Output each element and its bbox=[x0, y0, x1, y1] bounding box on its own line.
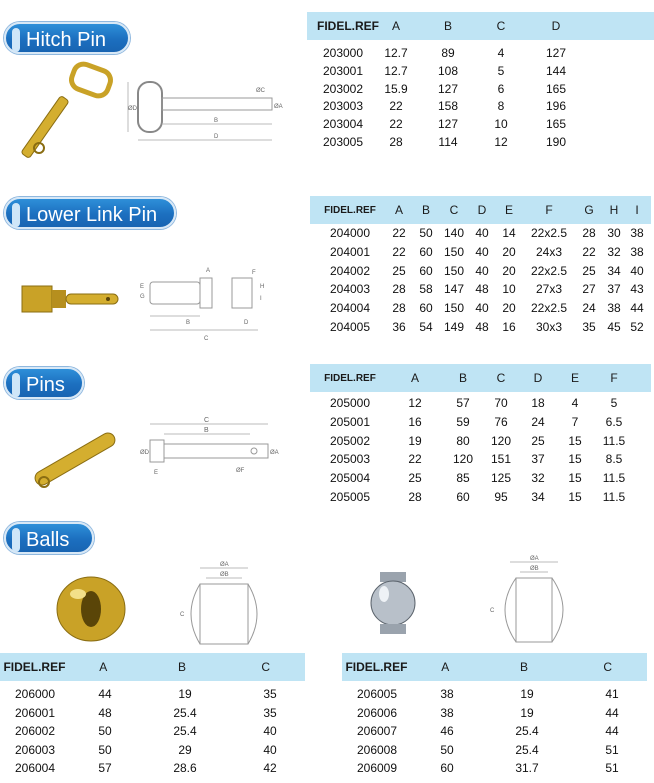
table-cell: 16 bbox=[408, 414, 422, 429]
lower-label-e: E bbox=[140, 284, 145, 290]
table-cell: 28 bbox=[408, 490, 422, 504]
table-cell: 205004 bbox=[329, 471, 371, 486]
table-cell: 10 bbox=[502, 282, 516, 297]
table-cell: 11.5 bbox=[602, 490, 626, 504]
table-cell: 20 bbox=[502, 263, 516, 278]
column-header: F bbox=[545, 203, 553, 217]
column-header: A bbox=[410, 371, 419, 385]
column-header: FIDEL.REF bbox=[324, 204, 376, 216]
table-cell: 150 bbox=[443, 263, 465, 278]
table-cell: 127 bbox=[437, 81, 459, 96]
table-row bbox=[0, 687, 310, 701]
table-cell: 144 bbox=[545, 63, 567, 78]
table-cell: 25.4 bbox=[515, 724, 539, 739]
table-cell: 95 bbox=[494, 490, 508, 504]
table-cell: 120 bbox=[452, 452, 474, 467]
column-header: D bbox=[477, 203, 487, 217]
table-cell: 35 bbox=[263, 705, 277, 720]
table-cell: 22 bbox=[392, 226, 406, 240]
table-cell: 205003 bbox=[329, 452, 371, 467]
table-row bbox=[0, 761, 310, 775]
column-header: E bbox=[570, 371, 579, 385]
table-cell: 48 bbox=[98, 705, 112, 720]
column-header: C bbox=[449, 203, 459, 217]
section-title-lower-link-pin: Lower Link Pin bbox=[4, 197, 176, 229]
table-cell: 32 bbox=[607, 244, 621, 259]
table-cell: 11.5 bbox=[602, 471, 626, 486]
table-cell: 30x3 bbox=[535, 320, 563, 334]
table-row bbox=[342, 687, 652, 701]
table-cell: 50 bbox=[98, 742, 112, 757]
table-cell: 149 bbox=[443, 320, 465, 334]
lower-label-a: A bbox=[206, 268, 211, 274]
table-cell: 35 bbox=[582, 320, 596, 334]
table-cell: 15 bbox=[568, 490, 582, 504]
table-cell: 57 bbox=[98, 761, 112, 776]
table-cell: 28 bbox=[392, 282, 406, 297]
table-cell: 44 bbox=[98, 687, 112, 701]
pins-label-e: E bbox=[154, 470, 159, 476]
table-cell: 203001 bbox=[322, 63, 364, 78]
column-header: B bbox=[458, 371, 467, 385]
table-cell: 19 bbox=[520, 705, 534, 720]
table-cell: 22 bbox=[392, 244, 406, 259]
table-cell: 4 bbox=[497, 46, 505, 60]
table-cell: 60 bbox=[440, 761, 454, 776]
table-cell: 6.5 bbox=[605, 414, 623, 429]
table-row bbox=[314, 471, 634, 485]
table-row bbox=[314, 490, 634, 504]
table-row bbox=[342, 706, 652, 720]
table-cell: 28 bbox=[582, 226, 596, 240]
table-cell: 15 bbox=[568, 433, 582, 448]
table-cell: 76 bbox=[494, 414, 508, 429]
table-cell: 38 bbox=[607, 301, 621, 316]
table-row bbox=[317, 64, 583, 78]
table-cell: 8.5 bbox=[605, 452, 623, 467]
table-cell: 44 bbox=[605, 724, 619, 739]
table-cell: 147 bbox=[443, 282, 465, 297]
table-cell: 203004 bbox=[322, 117, 364, 132]
table-cell: 12.7 bbox=[384, 46, 408, 60]
table-cell: 15 bbox=[568, 452, 582, 467]
table-cell: 40 bbox=[475, 226, 489, 240]
table-cell: 60 bbox=[419, 263, 433, 278]
table-cell: 22x2.5 bbox=[530, 263, 568, 278]
lower-label-b: B bbox=[186, 320, 191, 326]
table-cell: 40 bbox=[263, 724, 277, 739]
table-row bbox=[317, 135, 583, 149]
balls-left-table-header bbox=[0, 653, 305, 681]
table-cell: 37 bbox=[607, 282, 621, 297]
lower-label-g: G bbox=[140, 294, 145, 300]
brass-ball-photo bbox=[54, 574, 128, 644]
table-row bbox=[314, 282, 648, 296]
hitch-label-od: ØD bbox=[128, 106, 137, 112]
table-cell: 196 bbox=[545, 99, 567, 114]
table-cell: 52 bbox=[630, 320, 644, 334]
table-cell: 27x3 bbox=[535, 282, 563, 297]
column-header: C bbox=[496, 371, 506, 385]
table-cell: 206004 bbox=[14, 761, 56, 776]
table-cell: 8 bbox=[497, 99, 505, 114]
table-cell: 24 bbox=[531, 414, 545, 429]
pins-label-oa: ØA bbox=[270, 450, 279, 456]
table-cell: 40 bbox=[263, 742, 277, 757]
column-header: E bbox=[504, 203, 513, 217]
table-cell: 59 bbox=[456, 414, 470, 429]
table-cell: 38 bbox=[630, 226, 644, 240]
column-header: B bbox=[443, 19, 452, 33]
table-row bbox=[342, 761, 652, 775]
table-cell: 108 bbox=[437, 63, 459, 78]
table-cell: 15.9 bbox=[384, 81, 408, 96]
table-cell: 205005 bbox=[329, 490, 371, 504]
table-cell: 206005 bbox=[356, 687, 398, 701]
lower-link-pin-photo bbox=[20, 280, 120, 320]
pins-label-of: ØF bbox=[236, 468, 245, 474]
table-cell: 25 bbox=[408, 471, 422, 486]
lower-link-pin-drawing bbox=[140, 264, 270, 344]
column-header: C bbox=[603, 660, 612, 674]
table-cell: 120 bbox=[490, 433, 512, 448]
table-cell: 25 bbox=[392, 263, 406, 278]
table-cell: 40 bbox=[475, 301, 489, 316]
table-cell: 140 bbox=[443, 226, 465, 240]
table-cell: 206007 bbox=[356, 724, 398, 739]
column-header: A bbox=[391, 19, 400, 33]
table-cell: 206009 bbox=[356, 761, 398, 776]
table-cell: 28 bbox=[392, 301, 406, 316]
pins-drawing bbox=[140, 418, 280, 478]
table-cell: 48 bbox=[475, 320, 489, 334]
column-header: A bbox=[441, 660, 450, 674]
column-header: FIDEL.REF bbox=[324, 372, 376, 384]
table-cell: 60 bbox=[419, 244, 433, 259]
table-cell: 11.5 bbox=[602, 433, 626, 448]
section-title-pins: Pins bbox=[4, 367, 84, 399]
table-row bbox=[0, 706, 310, 720]
table-cell: 42 bbox=[263, 761, 277, 776]
hitch-pin-photo bbox=[22, 62, 122, 162]
table-cell: 204005 bbox=[329, 320, 371, 334]
table-cell: 29 bbox=[178, 742, 192, 757]
table-cell: 206002 bbox=[14, 724, 56, 739]
table-row bbox=[342, 724, 652, 738]
table-cell: 4 bbox=[571, 396, 579, 410]
table-cell: 70 bbox=[494, 396, 508, 410]
table-row bbox=[342, 743, 652, 757]
column-header: D bbox=[551, 19, 561, 33]
table-row bbox=[314, 320, 648, 334]
ball1-label-oa: ØA bbox=[220, 562, 229, 568]
lower-label-c: C bbox=[204, 336, 209, 342]
column-header: FIDEL.REF bbox=[317, 19, 379, 33]
table-cell: 19 bbox=[178, 687, 192, 701]
table-cell: 14 bbox=[502, 226, 516, 240]
column-header: C bbox=[261, 660, 270, 674]
pins-label-od: ØD bbox=[140, 450, 149, 456]
table-cell: 28 bbox=[389, 135, 403, 149]
table-cell: 12 bbox=[494, 135, 508, 149]
table-cell: 5 bbox=[497, 63, 505, 78]
table-cell: 37 bbox=[531, 452, 545, 467]
table-cell: 38 bbox=[440, 705, 454, 720]
lower-label-i: I bbox=[260, 296, 262, 302]
table-cell: 151 bbox=[490, 452, 512, 467]
table-cell: 165 bbox=[545, 117, 567, 132]
table-cell: 34 bbox=[607, 263, 621, 278]
table-row bbox=[314, 301, 648, 315]
table-cell: 43 bbox=[630, 282, 644, 297]
table-cell: 206001 bbox=[14, 705, 56, 720]
ball2-label-c: C bbox=[490, 608, 495, 614]
column-header: C bbox=[496, 19, 506, 33]
table-cell: 60 bbox=[456, 490, 470, 504]
table-cell: 206006 bbox=[356, 705, 398, 720]
table-cell: 205000 bbox=[329, 396, 371, 410]
table-cell: 203003 bbox=[322, 99, 364, 114]
table-row bbox=[314, 264, 648, 278]
table-cell: 27 bbox=[582, 282, 596, 297]
table-cell: 80 bbox=[456, 433, 470, 448]
table-row bbox=[317, 99, 583, 113]
table-cell: 114 bbox=[438, 135, 458, 149]
table-cell: 28.6 bbox=[173, 761, 197, 776]
column-header: B bbox=[178, 660, 187, 674]
table-cell: 31.7 bbox=[515, 761, 539, 776]
table-cell: 22 bbox=[389, 117, 403, 132]
table-cell: 12.7 bbox=[384, 63, 408, 78]
table-cell: 204002 bbox=[329, 263, 371, 278]
lower-label-d: D bbox=[244, 320, 249, 326]
column-header: G bbox=[584, 203, 594, 217]
ball1-label-ob: ØB bbox=[220, 572, 229, 578]
column-header: H bbox=[609, 203, 619, 217]
table-cell: 24 bbox=[582, 301, 596, 316]
table-cell: 205001 bbox=[329, 414, 371, 429]
table-cell: 25 bbox=[531, 433, 545, 448]
table-row bbox=[317, 82, 583, 96]
pins-label-b: B bbox=[204, 427, 209, 434]
balls-right-table-header bbox=[342, 653, 647, 681]
table-cell: 40 bbox=[475, 244, 489, 259]
table-cell: 204001 bbox=[329, 244, 371, 259]
table-cell: 51 bbox=[605, 742, 619, 757]
chrome-ball-photo bbox=[370, 570, 416, 636]
table-cell: 206003 bbox=[14, 742, 56, 757]
column-header: I bbox=[635, 203, 639, 217]
column-header: D bbox=[533, 371, 543, 385]
table-cell: 85 bbox=[456, 471, 470, 486]
table-cell: 203002 bbox=[322, 81, 364, 96]
table-cell: 7 bbox=[571, 414, 579, 429]
section-title-balls: Balls bbox=[4, 522, 94, 554]
table-cell: 40 bbox=[475, 263, 489, 278]
table-cell: 15 bbox=[568, 471, 582, 486]
table-row bbox=[317, 117, 583, 131]
table-row bbox=[314, 415, 634, 429]
table-cell: 6 bbox=[497, 81, 505, 96]
column-header: FIDEL.REF bbox=[345, 660, 408, 674]
table-cell: 22x2.5 bbox=[530, 301, 568, 316]
table-cell: 150 bbox=[443, 244, 465, 259]
table-cell: 127 bbox=[545, 46, 567, 60]
table-cell: 205002 bbox=[329, 433, 371, 448]
table-cell: 19 bbox=[520, 687, 534, 701]
table-cell: 204004 bbox=[329, 301, 371, 316]
table-row bbox=[314, 226, 648, 240]
table-cell: 40 bbox=[630, 263, 644, 278]
column-header: B bbox=[421, 203, 430, 217]
pins-table-header bbox=[310, 364, 651, 392]
table-cell: 38 bbox=[440, 687, 454, 701]
table-cell: 50 bbox=[440, 742, 454, 757]
hitch-label-oa: ØA bbox=[274, 104, 283, 110]
table-cell: 204000 bbox=[329, 226, 371, 240]
table-cell: 35 bbox=[263, 687, 277, 701]
table-cell: 190 bbox=[545, 135, 567, 149]
column-header: A bbox=[99, 660, 108, 674]
lower-label-h: H bbox=[260, 284, 265, 290]
table-cell: 125 bbox=[490, 471, 512, 486]
table-cell: 89 bbox=[441, 46, 455, 60]
table-cell: 127 bbox=[437, 117, 459, 132]
table-row bbox=[314, 452, 634, 466]
hitch-label-d: D bbox=[214, 134, 219, 140]
table-cell: 203000 bbox=[322, 46, 364, 60]
table-cell: 22 bbox=[582, 244, 596, 259]
table-cell: 48 bbox=[475, 282, 489, 297]
ball2-label-ob: ØB bbox=[530, 566, 539, 572]
table-cell: 20 bbox=[502, 301, 516, 316]
table-cell: 34 bbox=[531, 490, 545, 504]
column-header: A bbox=[394, 203, 403, 217]
brass-ball-drawing bbox=[180, 562, 276, 646]
table-cell: 25 bbox=[582, 263, 596, 278]
column-header: FIDEL.REF bbox=[3, 660, 66, 674]
table-row bbox=[0, 724, 310, 738]
hitch-pin-table-header bbox=[307, 12, 654, 40]
table-row bbox=[314, 245, 648, 259]
hitch-label-b: B bbox=[214, 118, 219, 124]
table-cell: 38 bbox=[630, 244, 644, 259]
section-title-hitch-pin: Hitch Pin bbox=[4, 22, 130, 54]
table-cell: 150 bbox=[443, 301, 465, 316]
table-cell: 54 bbox=[419, 320, 433, 334]
table-cell: 10 bbox=[494, 117, 508, 132]
table-cell: 45 bbox=[607, 320, 621, 334]
table-cell: 41 bbox=[605, 687, 619, 701]
column-header: F bbox=[610, 371, 618, 385]
table-cell: 18 bbox=[531, 396, 545, 410]
table-cell: 22 bbox=[408, 452, 422, 467]
hitch-label-oc: ØC bbox=[256, 88, 265, 94]
table-cell: 46 bbox=[440, 724, 454, 739]
table-cell: 30 bbox=[607, 226, 621, 240]
lower-label-f: F bbox=[252, 270, 256, 276]
table-cell: 204003 bbox=[329, 282, 371, 297]
ball2-label-oa: ØA bbox=[530, 556, 539, 562]
table-cell: 16 bbox=[502, 320, 516, 334]
table-cell: 22x2.5 bbox=[530, 226, 568, 240]
table-cell: 5 bbox=[610, 396, 618, 410]
table-cell: 12 bbox=[408, 396, 422, 410]
table-row bbox=[314, 434, 634, 448]
table-cell: 165 bbox=[545, 81, 567, 96]
table-cell: 57 bbox=[456, 396, 470, 410]
table-cell: 158 bbox=[437, 99, 459, 114]
table-cell: 24x3 bbox=[535, 244, 563, 259]
pins-photo bbox=[20, 424, 120, 494]
table-cell: 44 bbox=[630, 301, 644, 316]
table-cell: 25.4 bbox=[173, 724, 197, 739]
table-cell: 25.4 bbox=[173, 705, 197, 720]
table-cell: 44 bbox=[605, 705, 619, 720]
table-cell: 36 bbox=[392, 320, 406, 334]
table-cell: 25.4 bbox=[515, 742, 539, 757]
table-cell: 20 bbox=[502, 244, 516, 259]
table-cell: 58 bbox=[419, 282, 433, 297]
chrome-ball-drawing bbox=[490, 556, 586, 646]
table-cell: 50 bbox=[98, 724, 112, 739]
hitch-pin-drawing bbox=[128, 72, 288, 152]
table-cell: 206000 bbox=[14, 687, 56, 701]
column-header: B bbox=[520, 660, 529, 674]
table-row bbox=[0, 743, 310, 757]
table-cell: 51 bbox=[605, 761, 619, 776]
table-row bbox=[317, 46, 583, 60]
table-cell: 22 bbox=[389, 99, 403, 114]
table-cell: 19 bbox=[408, 433, 422, 448]
table-cell: 32 bbox=[531, 471, 545, 486]
ball1-label-c: C bbox=[180, 612, 185, 618]
table-cell: 206008 bbox=[356, 742, 398, 757]
table-row bbox=[314, 396, 634, 410]
table-cell: 60 bbox=[419, 301, 433, 316]
table-cell: 203005 bbox=[322, 135, 364, 149]
lower-link-pin-table-header bbox=[310, 196, 651, 224]
pins-label-c: C bbox=[204, 417, 210, 424]
table-cell: 50 bbox=[419, 226, 433, 240]
